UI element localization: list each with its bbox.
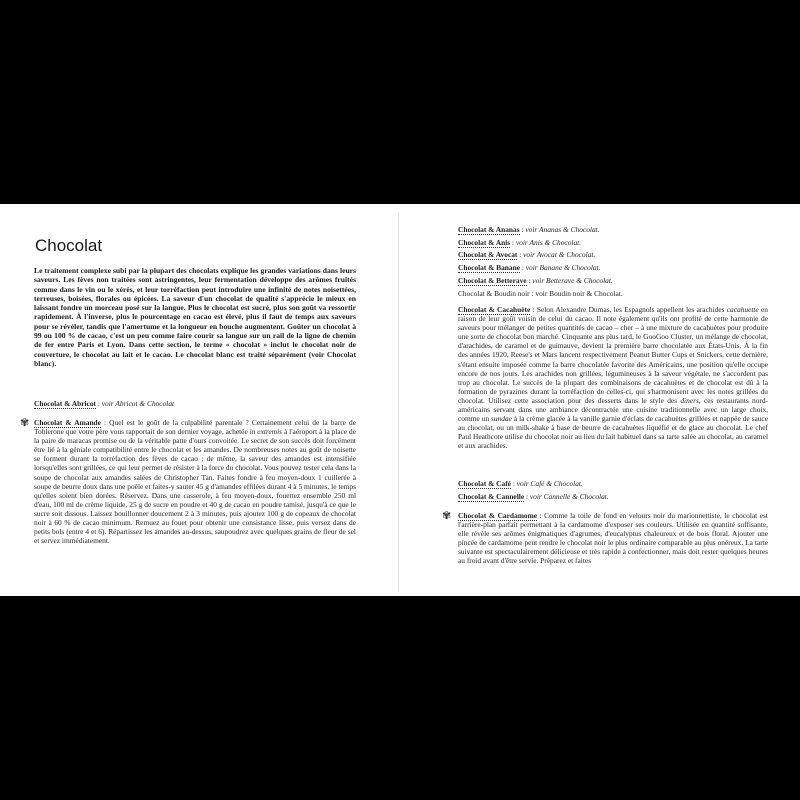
entry-text: à l'aéroport à la place de la paire de maracas promise ou de la véritable patte d'ours convoitée. Le secret de son succès doit forcément être lié à la géniale compatibilité entre le chocolat et les amandes. De nombreuses notes au goût de noisette se forment durant la torréfaction des fèves de cacao ; de même, la saveur des amandes est intensifiée lorsqu'elles sont grillées, ce qui leur permet de résister à la force du chocolat. Vous pouvez tester cela dans la soupe de chocolat aux amandes salées de Christopher Tan. Faites fondre à feu moyen-doux 1 cuillerée à soupe de beurre doux dans une poêle et faites-y sauter 45 g d'amandes effilées durant 4 à 5 minutes, le temps qu'elles soient bien dorées. Réservez. Dans une casserole, à feu moyen-doux, fouettez ensemble 250 ml d'eau, 100 ml de crème liquide, 25 g de sucre en poudre et 40 g de cacao en poudre tamisé, jusqu'à ce que le sucre soit dissous. Laissez bouillonner doucement 2 à 3 minutes, puis ajoutez 100 g de copeaux de chocolat noir à 60 % de cacao minimum. Remuez au fouet pour obtenir une consistance lisse, puis versez dans de petits bols (entre 4 et 6). Répartissez les amandes au-dessus, saupoudrez avec quelques grains de fleur de sel et servez immédiatement.	[34, 427, 356, 546]
entry-text: en raison de leur goût voisin de celui du cacao. Il note également qu'ils ont profité de cette harmonie de saveurs pour mélanger de petites quantités de cacao – cher – à une mixture de cacahuètes pour produire une sorte de chocolat bon marché. Cinquante ans plus tard, le GooGoo Cluster, un mélange de chocolat, d'arachides, de caramel et de guimauve, devient la première barre chocolatée aux États-Unis. À la fin des années 1920, Reese's et Mars lancent respectivement Peanut Butter Cups et Snickers, cette dernière, s'étant ensuite imposée comme la barre chocolatée favorite des Américains, une position qu'elle occupe encore de nos jours. Les arachides non grillées, légumineuses à la saveur végétale, ne s'accordent pas trop au chocolat. Le succès de la plupart des combinaisons de cacahuètes et de chocolat est dû à la formation de pyrazines durant la torréfaction de celles-ci, qui s'harmonisent avec les notes grillées du chocolat. Utilisez cette association pour des desserts dans le style des	[458, 305, 769, 405]
cross-reference-list	[458, 224, 758, 300]
entry-heading: Chocolat & Avocat	[458, 250, 518, 260]
entry-heading: Chocolat & Cannelle	[458, 491, 525, 501]
entry-cannelle	[458, 491, 758, 504]
cross-reference: voir Cannelle & Chocolat.	[529, 491, 609, 501]
entry-heading: Chocolat & Ananas	[458, 225, 520, 234]
entry-text: à la crème glacée à la vanille garnie d'éclats de cacahuètes grillées et nappée de sauce au chocolat, ou un milk-shake à base de beurre de cacahuètes liquéfié et de glace au chocolat. Le chef Paul Heathcote utilise du chocolat noir au lieu du lait habituel dans sa tarte salée au chocolat, au caramel et aux arachides.	[458, 414, 768, 451]
right-page	[402, 204, 800, 596]
entry-banane	[458, 262, 758, 275]
cross-reference: voir Café & Chocolat.	[516, 479, 583, 488]
entry-text: , ces restaurants nord-américains servant dans une ambiance décontractée une cuisine traditionnelle avec un large choix, comme un	[458, 395, 769, 424]
separator: :	[529, 288, 536, 298]
book-spread	[0, 204, 800, 596]
entry-cardamome	[458, 511, 768, 566]
separator: :	[510, 237, 516, 247]
entry-abricot	[34, 399, 364, 408]
flower-icon: ✾	[20, 417, 30, 429]
entry-text-italic: in extremis	[249, 427, 283, 437]
separator: :	[517, 250, 524, 260]
entry-betterave	[458, 275, 758, 288]
entry-text: : Selon Alexandre Dumas, les Espagnols appellent les arachides	[530, 305, 727, 314]
entry-text-italic: cacahuette	[726, 305, 759, 314]
cross-reference: voir Banane & Chocolat.	[525, 263, 601, 273]
entry-heading: Chocolat & Abricot	[34, 399, 96, 408]
cross-reference: voir Abricot & Chocolat	[101, 399, 175, 408]
cross-reference-list	[458, 478, 758, 503]
left-page	[0, 204, 398, 596]
entry-heading: Chocolat & Cacahuète	[458, 305, 531, 314]
entry-anis	[458, 237, 758, 250]
entry-cacahuete	[458, 305, 768, 451]
cross-reference: voir Betterave & Chocolat.	[532, 275, 613, 285]
entry-heading: Chocolat & Amande	[34, 418, 101, 427]
page-title: Chocolat	[35, 236, 103, 255]
entry-cafe	[458, 478, 758, 491]
separator: :	[96, 399, 102, 408]
cross-reference: voir Avocat & Chocolat.	[523, 250, 596, 260]
entry-heading: Chocolat & Anis	[458, 237, 511, 247]
cross-reference: voir Anis & Chocolat.	[515, 237, 582, 247]
entry-heading: Chocolat & Boudin noir	[458, 288, 530, 298]
separator: :	[520, 263, 526, 273]
page-gutter	[398, 212, 399, 592]
entry-heading: Chocolat & Betterave	[458, 275, 527, 285]
separator: :	[510, 479, 517, 488]
cross-reference: voir Ananas & Chocolat.	[525, 225, 600, 234]
entry-heading: Chocolat & Banane	[458, 263, 521, 273]
entry-heading: Chocolat & Cardamome	[458, 511, 538, 520]
entry-amande	[34, 418, 356, 545]
entry-avocat	[458, 249, 758, 262]
entry-boudin-noir	[458, 288, 758, 301]
entry-text-italic: diners	[680, 395, 699, 405]
entry-text: : Comme la toile de fond en velours noir du marionnettiste, le chocolat est l'arrière-plan parfait permettant à la cardamome d'exposer ses couleurs. Utilisée en quantité suffisante, elle révèle ses arômes énigmatiques d'agrumes, d'eucalyptus chaleureux et de bois floral. Ajouter une pincée de cardamome peut rendre le chocolat noir le plus ordinaire comparable au plus onéreux. La tarte suivante est spectaculairement délicieuse et très rapide à confectionner, mais doit rester quelques heures au froid avant d'être servie. Préparez et faites	[458, 511, 768, 566]
entry-text-italic: sundae	[491, 414, 512, 424]
separator: :	[519, 225, 526, 234]
cross-reference: voir Boudin noir & Chocolat.	[535, 288, 623, 298]
separator: :	[524, 491, 530, 501]
entry-heading: Chocolat & Café	[458, 479, 511, 488]
separator: :	[526, 275, 533, 285]
flower-icon: ✾	[442, 510, 452, 522]
entry-ananas	[458, 224, 758, 237]
entry-text: : Quel est le goût de la culpabilité parentale ? Certainement celui de la barre de Toblerone que votre père vous rapportait de son dernier voyage, achetée	[34, 418, 356, 437]
intro-paragraph: Le traitement complexe subi par la plupart des chocolats explique les grandes variations dans leurs saveurs. Les fèves non traitées sont astringentes, leur fermentation développe des arômes fruités comme dans le vin ou le xérès, et leur torréfaction peut introduire une infinité de notes noisettées, terreuses, boisées, florales ou épicées. La saveur d'un chocolat de qualité s'apprécie le mieux en laissant fondre un morceau posé sur la langue. Plus le chocolat est sucré, plus son goût va ressortir rapidement. À l'inverse, plus le pourcentage en cacao est élevé, plus il faut de temps aux saveurs pour se révéler, tandis que l'amertume et la longueur en bouche augmentent. Goûter un chocolat à 99 ou 100 % de cacao, c'est un peu comme faire courir sa langue sur un rail de la ligne de chemin de fer entre Paris et Lyon. Dans cette section, le terme « chocolat » inclut le chocolat noir de couverture, le chocolat au lait et le cacao. Le chocolat blanc est traité séparément (voir Chocolat blanc).	[34, 266, 356, 368]
